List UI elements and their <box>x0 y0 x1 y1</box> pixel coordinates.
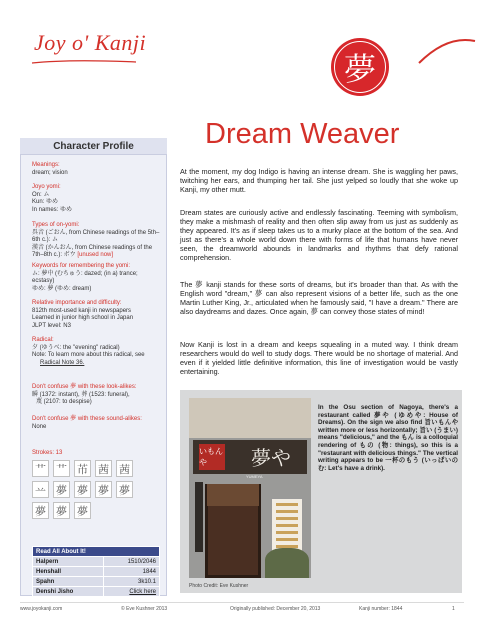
footer-site-link[interactable]: www.joyokanji.com <box>20 606 63 612</box>
keyword-yume: ゆめ: 夢 (ゆめ: dream) <box>32 285 92 292</box>
body-paragraph-2: Dream states are curiously active and endlessly fascinating. Teeming with symbolism, they make a mishmash of reality and then often slip away from us just as suddenly as they appeared. It's as if sleep takes us to a murky place at the bottom of the sea. And just as there's a whole world down there with forms of life that humans have never seen, the dreamworld abounds in landmarks and rhythms that defy rational comprehension. <box>180 208 458 262</box>
look-alikes-2: 蔑 (2107: to despise) <box>36 399 92 405</box>
kun-yomi: Kun: ゆめ <box>32 199 59 205</box>
featured-kanji: 夢 <box>343 50 376 88</box>
photo-caption: In the Osu section of Nagoya, there's a restaurant called 夢や (ゆめや: House of Dreams). On the sign we also find 旨いもんや written more or less horizontally; 旨い (うまい) means "delicious," and the もん is a colloquial rendering of もの (物: things), so this is a "restaurant with delicious things." The vertical writing appears to be 一杯のもう (いっぱいのむ: Let's have a drink). <box>318 404 458 472</box>
ref-name: Halpern <box>33 557 104 567</box>
keywords-section <box>32 263 160 293</box>
keyword-mu: ム: 夢中 (むちゅう: dazed; (in a) trance; ecstasy) <box>32 270 138 284</box>
meanings-label: Meanings: <box>32 162 60 168</box>
photo-building-facade <box>189 398 311 438</box>
stroke-step-10: 夢 <box>116 481 133 498</box>
look-alikes-label: Don't confuse 夢 with these look-alikes: <box>32 384 137 390</box>
featured-kanji-badge <box>331 38 389 96</box>
types-unused-note: [unused now] <box>77 252 114 258</box>
stroke-step-9: 夢 <box>95 481 112 498</box>
stroke-step-2: 艹 <box>53 460 70 477</box>
radical-value: 夕 (ゆうべ: the "evening" radical) <box>32 344 120 351</box>
types-kanon: 漢音 (かんおん, from Chinese readings of the 7th–8th c.): ボウ <box>32 244 153 258</box>
footer-divider <box>20 602 464 603</box>
stroke-step-11: 夢 <box>32 502 49 519</box>
photo-noren-curtain <box>207 484 259 506</box>
relative-jlpt: JLPT level: N3 <box>32 322 71 329</box>
table-row <box>33 557 160 567</box>
footer-page-number: 1 <box>452 606 455 612</box>
table-row <box>33 587 160 597</box>
stroke-step-5: 茜 <box>116 460 133 477</box>
photo-sign-kanji: 夢や <box>251 446 291 470</box>
types-goon: 呉音 (ごおん, from Chinese readings of the 5th–6th c.): ム <box>32 229 160 243</box>
read-all-heading: Read All About It! <box>33 547 160 557</box>
ref-value: 3k10.1 <box>103 577 159 587</box>
relative-importance-section <box>32 300 160 330</box>
photo-credit: Photo Credit: Eve Kushner <box>189 583 249 589</box>
stroke-step-13: 夢 <box>74 502 91 519</box>
denshi-jisho-link[interactable]: Click here <box>103 587 159 597</box>
ref-name: Denshi Jisho <box>33 587 104 597</box>
ref-value: 1510/2046 <box>103 557 159 567</box>
article-title: Dream Weaver <box>205 118 400 150</box>
look-alikes-1: 瞬 (1372: instant), 葬 (1523: funeral), <box>32 391 130 398</box>
footer-kanji-number: Kanji number: 1844 <box>359 606 403 612</box>
ref-name: Spahn <box>33 577 104 587</box>
radical-note-link[interactable]: Radical Note 36. <box>40 359 85 366</box>
stroke-step-8: 夢 <box>74 481 91 498</box>
sound-alikes-section <box>32 416 160 431</box>
radical-section <box>32 337 160 367</box>
table-row <box>33 567 160 577</box>
decorative-swoosh <box>417 35 477 67</box>
photo-plant <box>265 548 309 578</box>
radical-label: Radical: <box>32 337 54 343</box>
relative-rank: 812th most-used kanji in newspapers <box>32 307 132 314</box>
ref-value: 1844 <box>103 567 159 577</box>
site-logo: Joy o' Kanji <box>34 30 147 55</box>
table-row <box>33 577 160 587</box>
stroke-step-4: 茜 <box>95 460 112 477</box>
stroke-step-12: 夢 <box>53 502 70 519</box>
in-names: In names: ゆめ <box>32 206 73 213</box>
character-profile-heading: Character Profile <box>20 138 167 155</box>
body-paragraph-4: Now Kanji is lost in a dream and keeps squealing in a muted way. I think dream researchers would do well to study dogs. There would be no shortage of material. And even if it yielded little definitive information, this line of investigation would be vastly entertaining. <box>180 340 458 376</box>
read-all-about-it-table <box>32 546 160 597</box>
photo-sign-romaji: YUMEYA <box>246 474 263 479</box>
stroke-step-3: 芇 <box>74 460 91 477</box>
stroke-step-6: 䒑 <box>32 481 49 498</box>
meanings-section <box>32 162 160 177</box>
photo-sign-left-panel: いもんや <box>199 444 225 470</box>
strokes-label: Strokes: 13 <box>32 450 63 456</box>
stroke-step-7: 夢 <box>53 481 70 498</box>
meanings-value: dream; vision <box>32 169 68 176</box>
footer-copyright: © Eve Kushner 2013 <box>121 606 168 612</box>
look-alikes-section <box>32 384 160 407</box>
joyo-yomi-section <box>32 184 160 214</box>
types-section <box>32 222 160 260</box>
logo-underline <box>30 58 138 66</box>
stroke-step-1: 艹 <box>32 460 49 477</box>
footer-published-date: Originally published: December 20, 2013 <box>230 606 321 612</box>
relative-importance-label: Relative importance and difficulty: <box>32 300 122 306</box>
on-yomi: On: ム <box>32 191 50 198</box>
body-paragraph-3: The 夢 kanji stands for these sorts of dreams, but it's broader than that. As with the English word "dream," 夢 can also represent visions of a better life, such as the one Martin Luther King, Jr., articulated when he famously said, "I have a dream." There are also daydreams and dazes. Once again, 夢 can convey those states of mind! <box>180 280 458 316</box>
relative-school: Learned in junior high school in Japan <box>32 315 134 321</box>
radical-note: Note: To learn more about this radical, see <box>32 352 145 358</box>
sound-alikes-label: Don't confuse 夢 with these sound-alikes: <box>32 416 142 422</box>
types-label: Types of on-yomi: <box>32 222 80 228</box>
strokes-section <box>32 450 160 458</box>
keywords-label: Keywords for remembering the yomi: <box>32 263 131 269</box>
photo-lantern <box>195 482 203 552</box>
restaurant-photo <box>189 398 311 578</box>
sound-alikes-value: None <box>32 423 47 430</box>
ref-name: Henshall <box>33 567 104 577</box>
body-paragraph-1: At the moment, my dog Indigo is having an intense dream. She is waggling her paws, twitching her ears, and thumping her tail. She just yelped so loudly that she woke up Kanji, my other mutt. <box>180 167 458 194</box>
joyo-yomi-label: Joyo yomi: <box>32 184 61 190</box>
